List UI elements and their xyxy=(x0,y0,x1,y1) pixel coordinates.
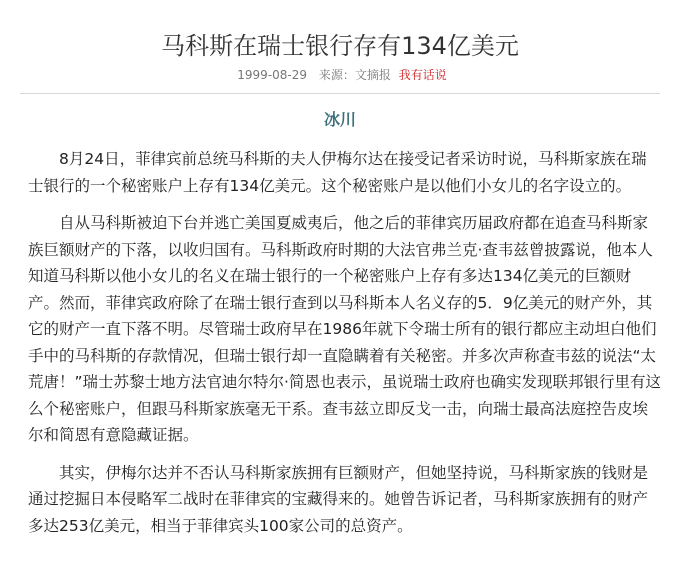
header-divider xyxy=(20,93,660,94)
source-label: 来源：文摘报 xyxy=(318,68,391,82)
publish-date: 1999-08-29 xyxy=(237,68,308,82)
paragraph: 8月24日，菲律宾前总统马科斯的夫人伊梅尔达在接受记者采访时说，马科斯家族在瑞士银行的一个秘密账户上存有134亿美元。这个秘密账户是以他们小女儿的名字设立的。 xyxy=(28,150,647,195)
article-meta xyxy=(0,66,680,84)
comment-link[interactable]: 我有话说 xyxy=(398,68,447,82)
paragraph: 自从马科斯被迫下台并逃亡美国夏威夷后，他之后的菲律宾历届政府都在追查马科斯家族巨额财产的下落，以收归国有。马科斯政府时期的大法官弗兰克·查韦兹曾披露说，他本人知道马科斯以他小女儿的名义在瑞士银行的一个秘密账户上存有多达134亿美元的巨额财产。然而，菲律宾政府除了在瑞士银行查到以马科斯本人名义存的5．9亿美元的财产外，其它的财产一直下落不明。尽管瑞士政府早在1986年就下令瑞士所有的银行都应主动坦白他们手中的马科斯的存款情况，但瑞士银行却一直隐瞒着有关秘密。并多次声称查韦兹的说法“太荒唐！”瑞士苏黎士地方法官迪尔特尔·简恩也表示，虽说瑞士政府也确实发现联邦银行里有这么个秘密账户，但跟马科斯家族毫无干系。查韦兹立即反戈一击，向瑞士最高法庭控告皮埃尔和简恩有意隐藏证据。 xyxy=(28,214,661,444)
paragraph: 其实，伊梅尔达并不否认马科斯家族拥有巨额财产，但她坚持说，马科斯家族的钱财是通过挖掘日本侵略军二战时在菲律宾的宝藏得来的。她曾告诉记者，马科斯家族拥有的财产多达253亿美元，相当于菲律宾头100家公司的总资产。 xyxy=(28,463,649,535)
article-title: 马科斯在瑞士银行存有134亿美元 xyxy=(161,32,519,61)
article-body xyxy=(28,146,662,550)
author-name: 冰川 xyxy=(323,110,356,129)
